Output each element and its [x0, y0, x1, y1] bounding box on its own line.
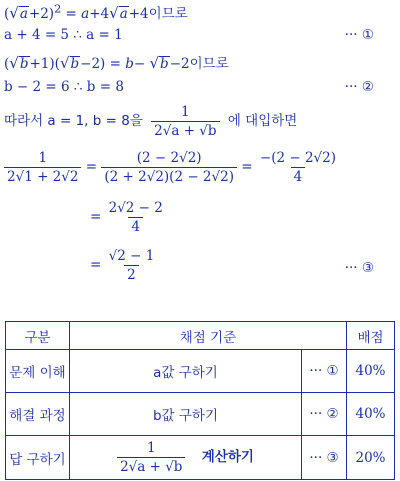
header-score: 배점	[347, 322, 395, 350]
s4-num: 2√2 − 2	[108, 200, 163, 216]
header-criteria: 채점 기준	[70, 322, 347, 350]
line-5	[4, 104, 297, 139]
line-2: a + 4 = 5 ∴ a = 1	[4, 27, 123, 43]
rubric-header-row	[6, 322, 395, 350]
row-3-section: 답 구하기	[6, 436, 70, 480]
row-1-criteria: a값 구하기	[70, 350, 302, 393]
row-3-frac-num: 1	[146, 440, 156, 456]
row-3-mark: ··· ③	[302, 436, 347, 480]
row-3-frac-den: 2√a + √b	[117, 457, 185, 475]
step-mark-3: ··· ③	[344, 260, 374, 276]
s2-den: (2 + 2√2)(2 − 2√2)	[101, 167, 237, 185]
line-4: b − 2 = 6 ∴ b = 8	[4, 79, 124, 95]
row-1-score: 40%	[347, 350, 395, 393]
row-3-score: 20%	[347, 436, 395, 480]
rubric-row-2	[6, 393, 395, 436]
expr-num: 1	[181, 104, 190, 120]
rubric-row-3	[6, 436, 395, 480]
s2-num: (2 − 2√2)	[136, 150, 202, 166]
step-mark-2: ··· ②	[344, 79, 374, 95]
expr-fraction	[151, 104, 219, 139]
step-2-fraction	[101, 150, 237, 185]
step-4-fraction	[106, 200, 166, 235]
line-1: $(√a+2)^2 = a+4√a+4$이므로	[4, 2, 188, 22]
row-2-section: 해결 과정	[6, 393, 70, 436]
step-5-fraction	[106, 248, 158, 283]
row-1-section: 문제 이해	[6, 350, 70, 393]
row-1-mark: ··· ①	[302, 350, 347, 393]
row-2-criteria: b값 구하기	[70, 393, 302, 436]
equation-row-1: $\frac{1}{2√1 + 2√2}$ = $\frac{(2 - 2√2)}{(2 + 2√2)(2 - 2√2)}$ = $\frac{-(2 - 2√2)}{4}$	[4, 150, 339, 185]
s1-den: 2√1 + 2√2	[4, 167, 81, 185]
s3-den: 4	[291, 167, 306, 185]
line-5-post: 에 대입하면	[227, 113, 298, 129]
row-3-criteria-tail: 계산하기	[201, 449, 254, 465]
row-2-mark: ··· ②	[302, 393, 347, 436]
expr-den: 2√a + √b	[151, 121, 219, 139]
s5-den: 2	[124, 265, 139, 283]
step-3-fraction	[257, 150, 339, 185]
s3-num: −(2 − 2√2)	[259, 150, 336, 166]
s5-num: √2 − 1	[108, 248, 155, 264]
line-3: (√b+1)(√b−2) = b− √b−2이므로	[4, 54, 229, 72]
step-mark-1: ··· ①	[344, 27, 374, 43]
equation-row-3: = $\frac{√2 - 1}{2}$	[90, 248, 157, 283]
row-3-criteria	[70, 436, 302, 480]
row-2-score: 40%	[347, 393, 395, 436]
line-5-pre: 따라서 a = 1, b = 8을	[4, 113, 143, 129]
row-3-fraction	[117, 440, 185, 475]
rubric-row-1	[6, 350, 395, 393]
step-1-fraction	[4, 150, 81, 185]
equation-row-2: = $\frac{2√2 - 2}{4}$	[90, 200, 166, 235]
s1-num: 1	[38, 150, 48, 166]
header-section: 구분	[6, 322, 70, 350]
s4-den: 4	[128, 217, 143, 235]
scoring-rubric-table	[5, 321, 395, 480]
